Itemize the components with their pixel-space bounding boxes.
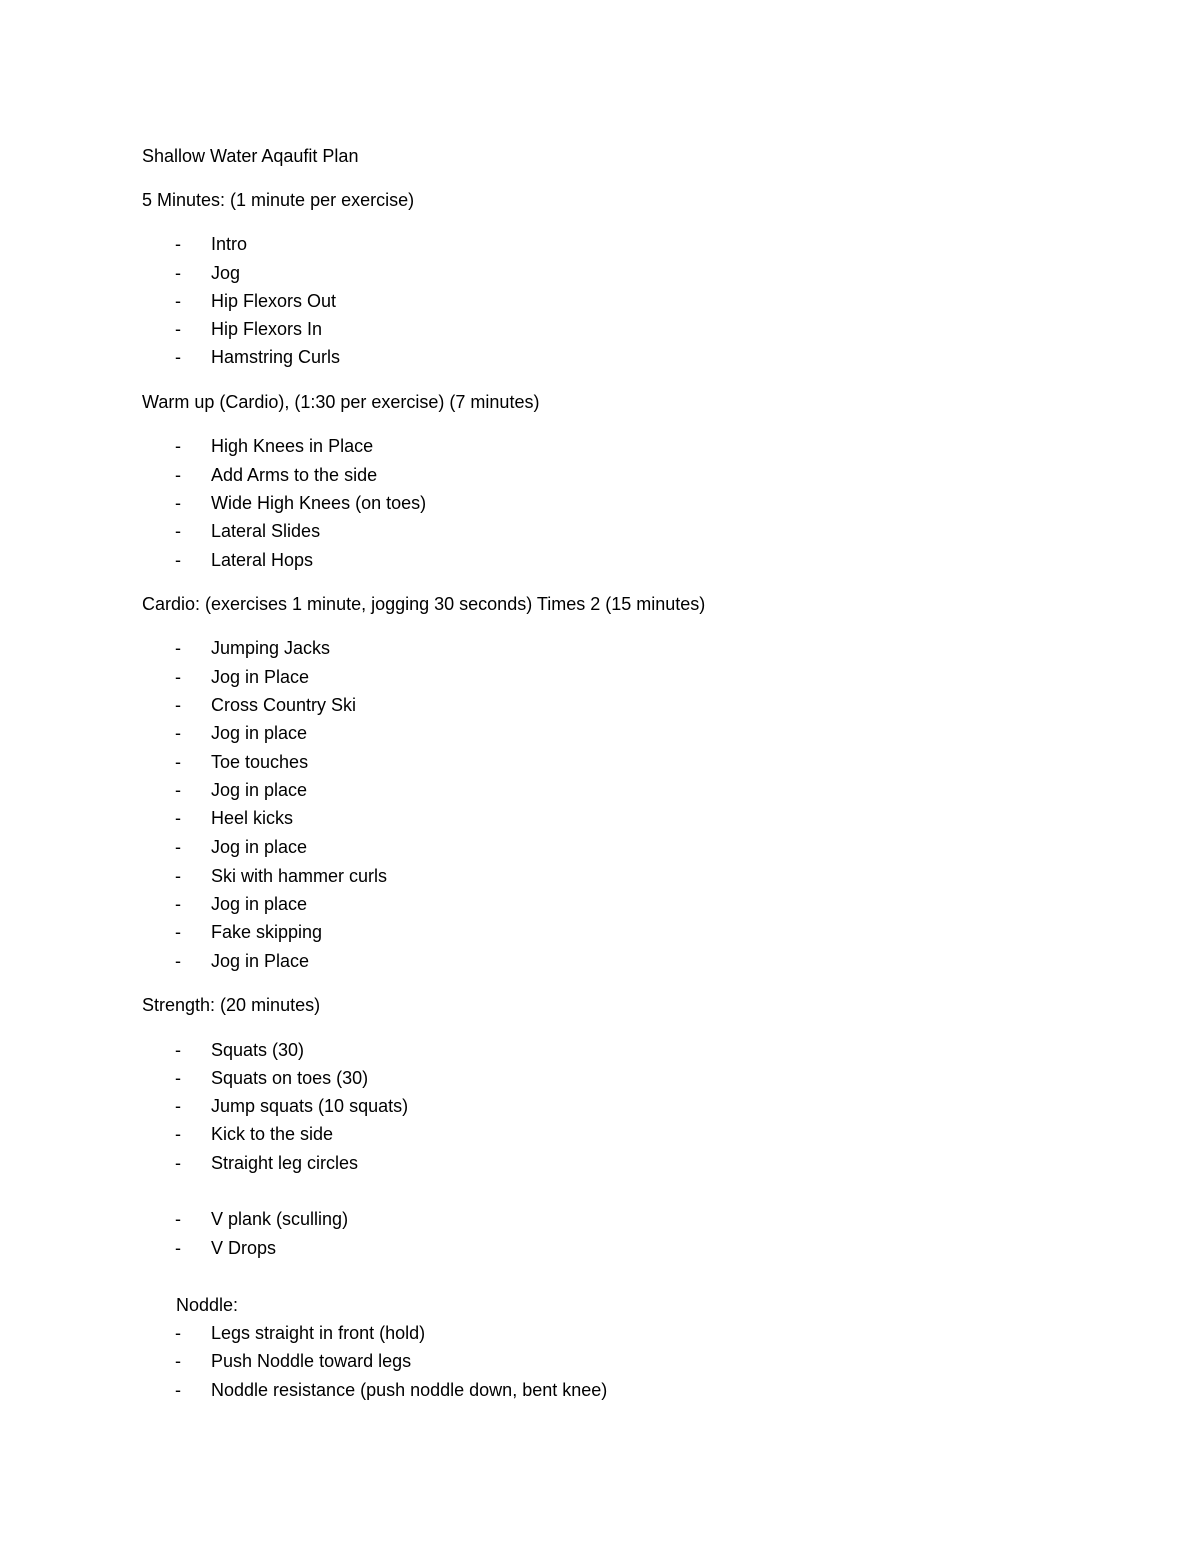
list-item-label: Squats (30)	[211, 1040, 305, 1060]
list-item	[0, 1152, 1200, 1174]
list-bullet: -	[175, 1068, 181, 1088]
list-bullet: -	[175, 667, 181, 687]
section-heading-cardio: Cardio: (exercises 1 minute, jogging 30 seconds) Times 2 (15 minutes)	[142, 594, 706, 614]
list-item-label: Jog in Place	[211, 667, 310, 687]
section-heading-strength: Strength: (20 minutes)	[142, 995, 321, 1015]
list-item	[0, 262, 1200, 284]
list-item	[0, 722, 1200, 744]
list-item	[0, 549, 1200, 571]
list-bullet: -	[175, 234, 181, 254]
list-bullet: -	[175, 780, 181, 800]
list-bullet: -	[175, 263, 181, 283]
list-item-label: Ski with hammer curls	[211, 866, 388, 886]
list-item-label: Wide High Knees (on toes)	[211, 493, 427, 513]
list-item	[0, 1322, 1200, 1344]
list-item	[0, 233, 1200, 255]
list-item	[0, 751, 1200, 773]
list-item	[0, 290, 1200, 312]
list-item	[0, 520, 1200, 542]
list-item	[0, 779, 1200, 801]
list-item	[0, 1095, 1200, 1117]
section-heading-warmup-intro: 5 Minutes: (1 minute per exercise)	[142, 190, 415, 210]
list-item-label: V plank (sculling)	[211, 1209, 349, 1229]
list-item-label: Hamstring Curls	[211, 347, 341, 367]
list-item-label: High Knees in Place	[211, 436, 374, 456]
list-item-label: Jog in place	[211, 780, 308, 800]
list-bullet: -	[175, 521, 181, 541]
list-item-label: Jog in place	[211, 837, 308, 857]
list-item	[0, 1208, 1200, 1230]
list-item-label: Toe touches	[211, 752, 309, 772]
list-bullet: -	[175, 1323, 181, 1343]
list-item-label: Intro	[211, 234, 248, 254]
list-item	[0, 666, 1200, 688]
list-item	[0, 807, 1200, 829]
list-bullet: -	[175, 347, 181, 367]
list-item-label: Squats on toes (30)	[211, 1068, 369, 1088]
list-item-label: Straight leg circles	[211, 1153, 359, 1173]
list-item	[0, 1123, 1200, 1145]
noodle-subheading: Noddle:	[176, 1295, 239, 1315]
list-item-label: Fake skipping	[211, 922, 323, 942]
list-item-label: Kick to the side	[211, 1124, 334, 1144]
list-item	[0, 435, 1200, 457]
list-bullet: -	[175, 808, 181, 828]
list-item-label: Jump squats (10 squats)	[211, 1096, 409, 1116]
list-item-label: Noddle resistance (push noddle down, bent knee)	[211, 1380, 608, 1400]
list-item-label: Jog in place	[211, 723, 308, 743]
list-bullet: -	[175, 319, 181, 339]
list-bullet: -	[175, 894, 181, 914]
list-bullet: -	[175, 1040, 181, 1060]
list-item-label: Hip Flexors Out	[211, 291, 337, 311]
list-item	[0, 346, 1200, 368]
list-item	[0, 1379, 1200, 1401]
list-item-label: Add Arms to the side	[211, 465, 378, 485]
list-bullet: -	[175, 493, 181, 513]
list-item-label: Jog in place	[211, 894, 308, 914]
list-bullet: -	[175, 1153, 181, 1173]
list-item	[0, 893, 1200, 915]
list-bullet: -	[175, 550, 181, 570]
document-title: Shallow Water Aqaufit Plan	[142, 146, 359, 166]
list-bullet: -	[175, 291, 181, 311]
list-bullet: -	[175, 436, 181, 456]
list-bullet: -	[175, 723, 181, 743]
list-bullet: -	[175, 1124, 181, 1144]
list-item	[0, 921, 1200, 943]
list-item	[0, 694, 1200, 716]
list-item	[0, 950, 1200, 972]
list-bullet: -	[175, 1096, 181, 1116]
list-bullet: -	[175, 752, 181, 772]
list-item	[0, 1237, 1200, 1259]
list-item-label: Jog	[211, 263, 241, 283]
list-bullet: -	[175, 837, 181, 857]
list-bullet: -	[175, 638, 181, 658]
list-item-label: Jog in Place	[211, 951, 310, 971]
list-item-label: Lateral Slides	[211, 521, 321, 541]
list-item-label: Jumping Jacks	[211, 638, 331, 658]
list-item-label: Hip Flexors In	[211, 319, 323, 339]
list-bullet: -	[175, 1380, 181, 1400]
list-item	[0, 637, 1200, 659]
list-item-label: Cross Country Ski	[211, 695, 357, 715]
list-item-label: Legs straight in front (hold)	[211, 1323, 426, 1343]
list-bullet: -	[175, 866, 181, 886]
list-bullet: -	[175, 922, 181, 942]
list-item-label: V Drops	[211, 1238, 277, 1258]
list-item	[0, 1350, 1200, 1372]
list-item	[0, 318, 1200, 340]
list-bullet: -	[175, 1238, 181, 1258]
list-bullet: -	[175, 951, 181, 971]
list-item	[0, 836, 1200, 858]
list-bullet: -	[175, 1351, 181, 1371]
list-bullet: -	[175, 1209, 181, 1229]
list-item	[0, 492, 1200, 514]
list-item-label: Heel kicks	[211, 808, 294, 828]
list-item	[0, 464, 1200, 486]
list-item	[0, 1067, 1200, 1089]
list-item	[0, 865, 1200, 887]
list-item-label: Lateral Hops	[211, 550, 314, 570]
section-heading-warm-up-cardio: Warm up (Cardio), (1:30 per exercise) (7 minutes)	[142, 392, 540, 412]
list-bullet: -	[175, 695, 181, 715]
list-item-label: Push Noddle toward legs	[211, 1351, 412, 1371]
list-bullet: -	[175, 465, 181, 485]
list-item	[0, 1039, 1200, 1061]
